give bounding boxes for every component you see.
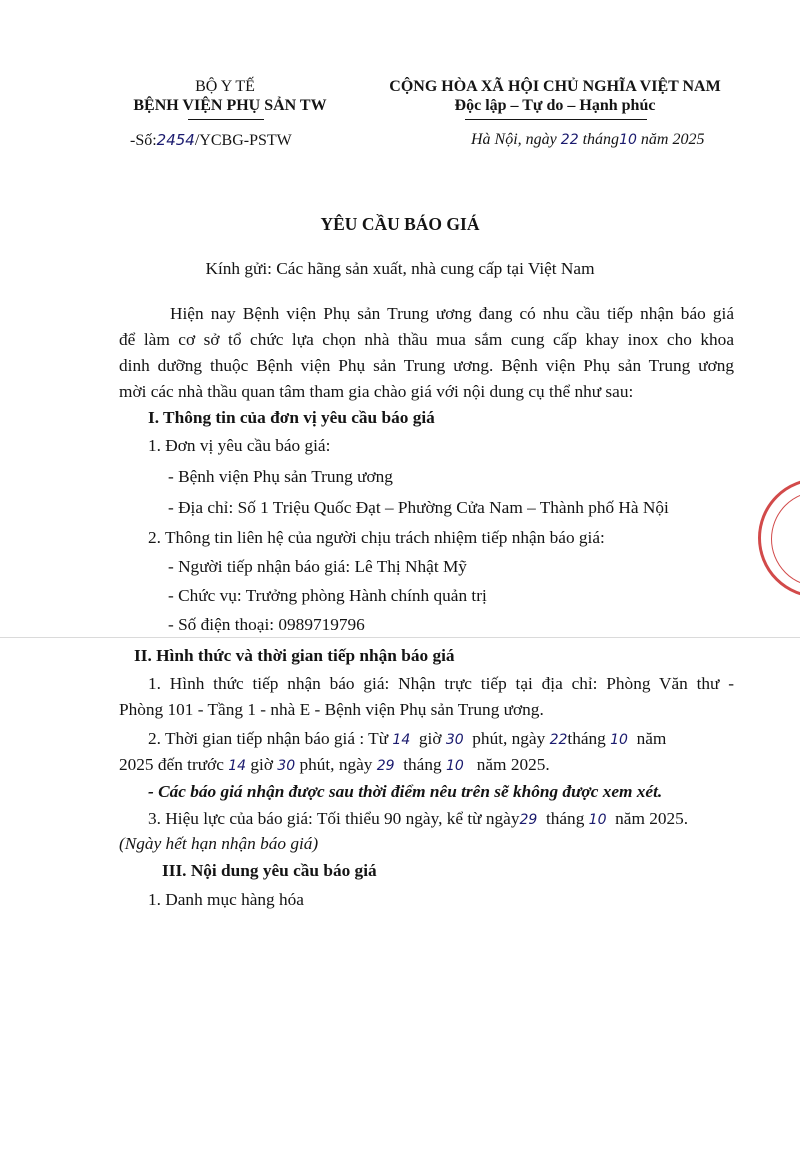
end-month-handwritten: 10 bbox=[445, 758, 464, 774]
section-2-item-2-line-2 bbox=[119, 754, 550, 777]
page-fold-line bbox=[0, 637, 800, 638]
intro-line-1: Hiện nay Bệnh viện Phụ sản Trung ương đang có nhu cầu tiếp nhận báo giá bbox=[170, 304, 734, 323]
contact-position: - Chức vụ: Trưởng phòng Hành chính quản trị bbox=[168, 586, 487, 605]
section-2-item-3 bbox=[148, 808, 688, 831]
date-day-handwritten: 22 bbox=[560, 132, 579, 148]
section-2-item-2-line-1 bbox=[148, 728, 734, 751]
date-place: Hà Nội, ngày bbox=[471, 131, 557, 148]
late-submission-notice: - Các báo giá nhận được sau thời điểm nêu trên sẽ không được xem xét. bbox=[148, 782, 663, 801]
intro-line-2: để làm cơ sở tổ chức lựa chọn nhà thầu mua sắm cung cấp khay inox cho khoa bbox=[119, 330, 734, 349]
recipient-line: Kính gửi: Các hãng sản xuất, nhà cung cấp tại Việt Nam bbox=[205, 259, 595, 278]
hour-word: giờ bbox=[418, 729, 442, 748]
intro-line-3: dinh dưỡng thuộc Bệnh viện Phụ sản Trung ương. Bệnh viện Phụ sản Trung ương bbox=[119, 356, 734, 375]
section-1-item-1: 1. Đơn vị yêu cầu báo giá: bbox=[148, 436, 331, 455]
start-minute-handwritten: 30 bbox=[445, 732, 464, 748]
section-1-heading: I. Thông tin của đơn vị yêu cầu báo giá bbox=[148, 408, 435, 427]
intro-line-4: mời các nhà thầu quan tâm tham gia chào giá với nội dung cụ thể như sau: bbox=[119, 382, 634, 401]
stamp-inner-ring bbox=[771, 491, 800, 587]
end-day-handwritten: 29 bbox=[376, 758, 395, 774]
requesting-unit: - Bệnh viện Phụ sản Trung ương bbox=[168, 467, 393, 486]
month-word-2: tháng bbox=[403, 755, 442, 774]
section-3-item-1: 1. Danh mục hàng hóa bbox=[148, 890, 304, 909]
minute-day-word: phút, ngày bbox=[472, 729, 546, 748]
validity-day-handwritten: 29 bbox=[519, 812, 538, 828]
month-word: tháng bbox=[567, 729, 606, 748]
hour-word-2: giờ bbox=[250, 755, 273, 774]
start-month-handwritten: 10 bbox=[610, 732, 628, 748]
end-minute-handwritten: 30 bbox=[277, 758, 296, 774]
contact-phone: - Số điện thoại: 0989719796 bbox=[168, 615, 365, 634]
section-1-item-2: 2. Thông tin liên hệ của người chịu trách nhiệm tiếp nhận báo giá: bbox=[148, 528, 605, 547]
start-day-handwritten: 22 bbox=[549, 732, 568, 748]
hospital-underline bbox=[188, 119, 264, 120]
section-2-item-1-line-1: 1. Hình thức tiếp nhận báo giá: Nhận trực tiếp tại địa chỉ: Phòng Văn thư - bbox=[148, 674, 734, 693]
receipt-time-label: 2. Thời gian tiếp nhận báo giá : Từ bbox=[148, 729, 389, 748]
date-month-handwritten: 10 bbox=[619, 132, 637, 148]
national-motto: Độc lập – Tự do – Hạnh phúc bbox=[454, 97, 656, 114]
ministry-name: BỘ Y TẾ bbox=[195, 78, 255, 95]
end-time-label: 2025 đến trước bbox=[119, 755, 224, 774]
validity-year: năm 2025. bbox=[615, 809, 689, 828]
document-title: YÊU CẦU BÁO GIÁ bbox=[320, 214, 480, 234]
section-3-heading: III. Nội dung yêu cầu báo giá bbox=[162, 861, 377, 880]
section-2-heading: II. Hình thức và thời gian tiếp nhận báo giá bbox=[134, 646, 455, 665]
document-number bbox=[130, 131, 292, 150]
validity-label: 3. Hiệu lực của báo giá: Tối thiểu 90 ngày, kể từ ngày bbox=[148, 809, 520, 828]
issue-date bbox=[471, 131, 704, 149]
unit-address: - Địa chỉ: Số 1 Triệu Quốc Đạt – Phường Cửa Nam – Thành phố Hà Nội bbox=[168, 498, 669, 517]
year-word: năm bbox=[636, 729, 667, 748]
validity-note: (Ngày hết hạn nhận báo giá) bbox=[119, 834, 319, 853]
contact-person: - Người tiếp nhận báo giá: Lê Thị Nhật Mỹ bbox=[168, 557, 467, 576]
start-hour-handwritten: 14 bbox=[392, 732, 411, 748]
date-month-label: tháng bbox=[582, 131, 620, 148]
country-name: CỘNG HÒA XÃ HỘI CHỦ NGHĨA VIỆT NAM bbox=[389, 78, 721, 95]
hospital-name: BỆNH VIỆN PHỤ SẢN TW bbox=[133, 97, 327, 114]
end-hour-handwritten: 14 bbox=[228, 758, 247, 774]
minute-day-word-2: phút, ngày bbox=[299, 755, 373, 774]
doc-number-suffix: /YCBG-PSTW bbox=[194, 132, 292, 149]
motto-underline bbox=[465, 119, 647, 120]
official-stamp bbox=[758, 478, 800, 598]
section-2-item-1-line-2: Phòng 101 - Tầng 1 - nhà E - Bệnh viện Phụ sản Trung ương. bbox=[119, 700, 544, 719]
validity-month-word: tháng bbox=[545, 809, 585, 828]
date-year: năm 2025 bbox=[640, 131, 705, 148]
doc-number-handwritten: 2454 bbox=[156, 131, 195, 149]
end-year: năm 2025. bbox=[476, 755, 550, 774]
doc-number-prefix: -Số: bbox=[130, 132, 157, 149]
validity-month-handwritten: 10 bbox=[588, 812, 607, 828]
